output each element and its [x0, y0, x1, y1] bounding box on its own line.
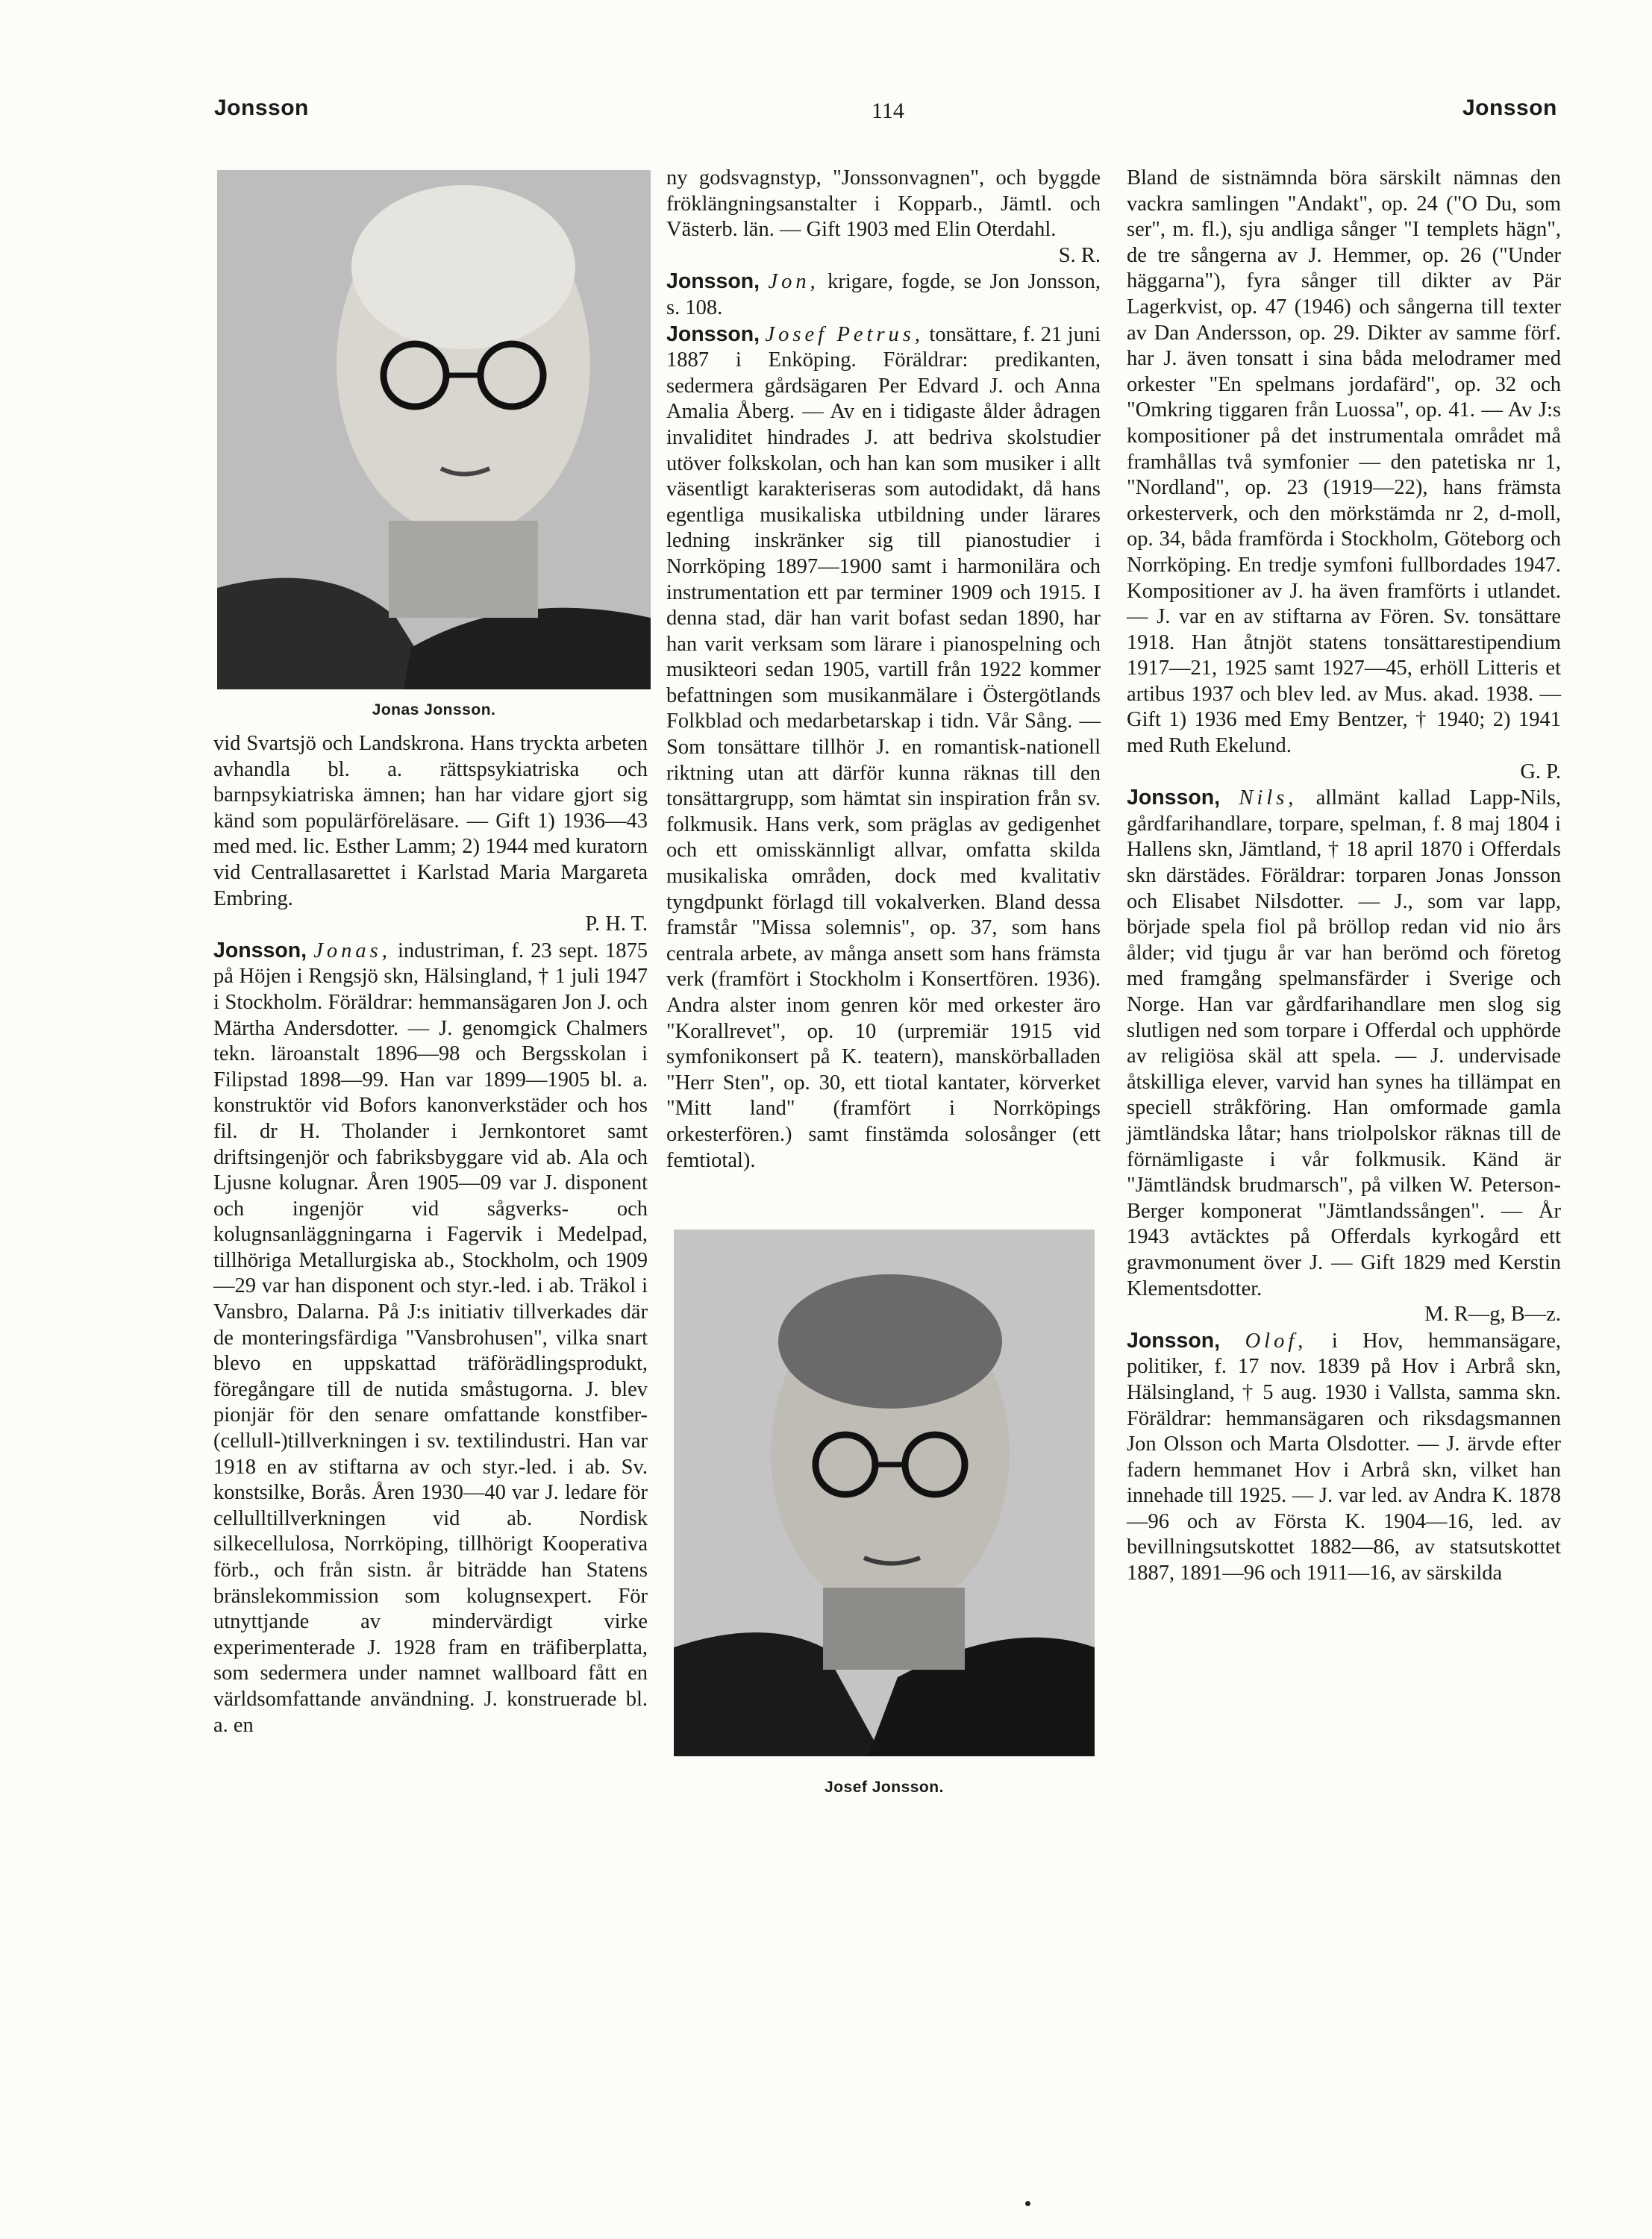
page-mark — [1025, 2201, 1030, 2206]
entry-given-name: Jonas, — [313, 939, 391, 962]
text-column-left — [213, 731, 648, 1738]
entry-surname: Jonsson, — [1127, 1328, 1221, 1353]
entry-given-name: Olof, — [1245, 1329, 1307, 1353]
entry-body: tonsättare, f. 21 juni 1887 i Enköping. Föräldrar: predikanten, sedermera gårdsägaren Per Edvard J. och Anna Amalia Åberg. — Av en i tidigaste ålder ådragen invaliditet hindrades J. att bedriva skolstudier utöver folkskolan, och han kan som musiker i allt väsentligt karakteriseras som autodidakt, då hans egentliga musikaliska utbildning under lärares ledning inskränker sig till pianostudier i Norrköping 1897—1900 samt i harmonilära och instrumentation ett par terminer 1909 och 1915. I denna stad, där han varit bofast sedan 1890, har han varit verksam som lärare i pianospelning och musikteori sedan 1905, vartill från 1922 kommer befattningen som musikanmälare i Östergötlands Folkblad och medarbetarskap i tidn. Vår Sång. — Som tonsättare tillhör J. en romantisk-nationell riktning utan att därför kunna räknas till den tonsättargrupp, som hämtat sin inspiration från sv. folkmusik. Hans verk, som präglas av gedigenhet och ett omisskännligt allvar, omfatta skilda musikaliska områden, dock med kvalitativ tyngdpunkt förlagd till vokalverken. Bland dessa framstår "Missa solemnis", op. 37, som hans centrala arbete, av många ansett som hans främsta verk (framfört i Stockholm i Konsertfören. 1936). Andra alster inom genren kör med orkester äro "Korallrevet", op. 10 (urpremiär 1915 vid symfonikonsert på K. teatern), manskörballaden "Herr Sten", op. 30, ett tiotal kantater, körverket "Mitt land" (framfört i Norrköpings orkesterfören.) samt finstämda solosånger (ett femtiotal). — [666, 322, 1101, 1172]
text-column-middle — [666, 166, 1101, 1174]
author-signature: G. P. — [1520, 760, 1561, 783]
entry-surname: Jonsson, — [666, 322, 760, 346]
page-number: 114 — [872, 98, 904, 123]
running-head-right: Jonsson — [1462, 95, 1557, 120]
portrait-illustration — [674, 1230, 1095, 1756]
text-column-right — [1127, 166, 1561, 1587]
entry-surname: Jonsson, — [1127, 786, 1221, 810]
entry-given-name: Jon, — [768, 270, 819, 294]
paragraph: ny godsvagnstyp, "Jonssonvagnen", och byggde fröklängningsanstalter i Kopparb., Jämtl. och Västerb. län. — Gift 1903 med Elin Oterdahl. — [666, 166, 1101, 242]
author-signature: P. H. T. — [585, 912, 648, 936]
entry-given-name: Nils, — [1239, 786, 1298, 810]
photo-caption: Jonas Jonsson. — [372, 701, 496, 718]
entry-body: krigare, fogde, se Jon Jonsson, s. 108. — [666, 270, 1101, 319]
author-signature: S. R. — [1058, 243, 1101, 267]
entry-body: industriman, f. 23 sept. 1875 på Höjen i Rengsjö skn, Hälsingland, † 1 juli 1947 i Stockholm. Föräldrar: hemmansägaren Jon J. och Märtha Andersdotter. — J. genomgick Chalmers tekn. läroanstalt 1896—98 och Bergsskolan i Filipstad 1898—99. Han var 1899—1905 bl. a. konstruktör vid Bofors kanonverkstäder och hos fil. dr H. Tholander i Jernkontoret samt driftsingenjör och fabriksbyggare vid ab. Ala och Ljusne kolugnar. Åren 1905—09 var J. disponent och ingenjör vid sågverks- och kolugnsanläggningarna i Fagervik i Medelpad, tillhöriga Metallurgiska ab., Stockholm, och 1909—29 var han disponent och styr.-led. i ab. Träkol i Vansbro, Dalarna. På J:s initiativ tillverkades där de monteringsfärdiga "Vansbrohusen", vilka snart blevo en uppskattad träförädlingsprodukt, föregångare till de nutida småstugorna. J. blev pionjär för den senare omfattande konstfiber-(cellull-)tillverkningen i sv. textilindustri. Han var 1918 en av stiftarna av och styr.-led. i ab. Sv. konstsilke, Borås. Åren 1930—40 var J. ledare för cellulltillverkningen vid ab. Nordisk silkecellulosa, Norrköping, tillhörigt Kooperativa förb., och från sistn. år biträdde han Statens bränslekommission som kolugnsexpert. För utnyttjande av mindervärdigt virke experimenterade J. 1928 fram en träfiberplatta, som sedermera under namnet wallboard fått en världsomfattande användning. J. konstruerade bl. a. en — [213, 939, 648, 1737]
entry-given-name: Josef Petrus, — [765, 322, 924, 346]
portrait-josef-jonsson — [674, 1230, 1095, 1756]
running-head-left: Jonsson — [214, 95, 309, 120]
entry-body: allmänt kallad Lapp-Nils, gårdfarihandlare, torpare, spelman, f. 8 maj 1804 i Hallens skn, Jämtland, † 18 april 1870 i Offerdals skn därstädes. Föräldrar: torparen Jonas Jonsson och Elisabet Nilsdotter. — J., som var lapp, började spela fiol på bröllop redan vid nio års ålder; vid tjugu år var han berömd och företog med framgång spelmansfärder i Sverige och Norge. Han var gårdfarihandlare men slog sig slutligen ned som torpare i Offerdal och upphörde av religiösa skäl att spela. — J. undervisade åtskilliga elever, varvid han synes ha tillämpat en speciell stråkföring. Han omformade gamla jämtländska låtar; hans triolpolskor räknas till de förnämligaste i vår folkmusik. Känd är "Jämtländsk brudmarsch", på vilken W. Peterson-Berger komponerat "Jämtlandssången". — År 1943 avtäcktes på Offerdals kyrkogård ett gravmonument över J. — Gift 1829 med Kerstin Klementsdotter. — [1127, 786, 1562, 1300]
entry-surname: Jonsson, — [666, 269, 760, 294]
author-signature: M. R—g, B—z. — [1424, 1303, 1561, 1327]
portrait-jonas-jonsson — [217, 170, 651, 689]
paragraph: vid Svartsjö och Landskrona. Hans tryckta arbeten avhandla bl. a. rättspsykiatriska och barnpsykiatriska ämnen; han har vidare gjort sig känd som populärföreläsare. — Gift 1) 1936—43 med med. lic. Esther Lamm; 2) 1944 med kuratorn vid Centrallasarettet i Karlstad Maria Margareta Embring. — [213, 732, 648, 910]
entry-surname: Jonsson, — [213, 938, 307, 962]
entry-body: i Hov, hemmansägare, politiker, f. 17 nov. 1839 på Hov i Arbrå skn, Hälsingland, † 5 aug. 1930 i Vallsta, samma skn. Föräldrar: hemmansägaren och riksdagsmannen Jon Olsson och Marta Olsdotter. — J. ärvde efter fadern hemmanet Hov i Arbrå skn, vilket han innehade till 1925. — J. var led. av Andra K. 1878—96 och av Första K. 1904—16, led. av bevillningsutskottet 1882—86, av statsutskottet 1887, 1891—96 och 1911—16, av särskilda — [1127, 1329, 1562, 1585]
portrait-illustration — [217, 170, 651, 689]
photo-caption: Josef Jonsson. — [825, 1779, 944, 1796]
paragraph: Bland de sistnämnda böra särskilt nämnas den vackra samlingen "Andakt", op. 24 ("O Du, som ser", m. fl.), sju andliga sånger "I templets hägn", de tre sångerna av J. Hemmer, op. 26 ("Under häggarna"), fyra sånger till dikter av Pär Lagerkvist, op. 47 (1946) och sångerna till texter av Dan Andersson, op. 29. Dikter av samme förf. har J. även tonsatt i sina båda melodramer med orkester "En spelmans jordafärd", op. 32 och "Omkring tiggaren från Luossa", op. 41. — Av J:s kompositioner på det instrumentala området må framhållas två symfonier — den patetiska nr 1, "Nordland", op. 23 (1919—22), hans främsta orkesterverk, och den mörkstämda nr 2, d-moll, op. 34, båda framförda i Stockholm, Göteborg och Norrköping. En tredje symfoni fullbordades 1947. Kompositioner av J. ha även framförts i utlandet. — J. var en av stiftarna av Fören. Sv. tonsättare 1918. Han åtnjöt statens tonsättarestipendium 1917—21, 1925 samt 1927—45, erhöll Litteris et artibus 1937 och blev led. av Mus. akad. 1938. — Gift 1) 1936 med Emy Bentzer, † 1940; 2) 1941 med Ruth Ekelund. — [1127, 166, 1561, 758]
